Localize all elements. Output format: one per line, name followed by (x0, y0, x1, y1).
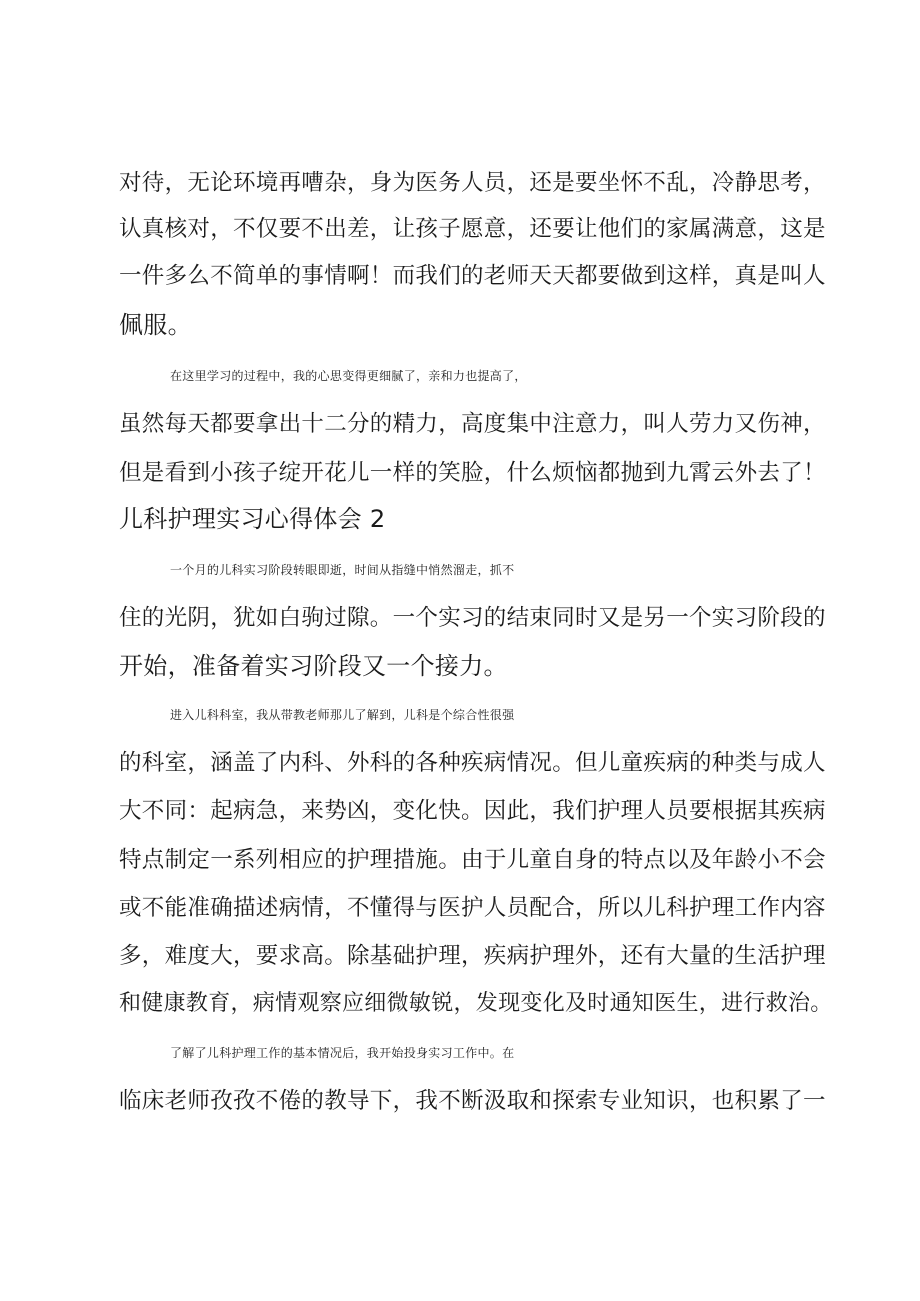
body-text-line: 了解了儿科护理工作的基本情况后，我开始投身实习工作中。在 (170, 1046, 515, 1060)
body-text-line: 开始，准备着实习阶段又一个接力。 (119, 652, 508, 680)
body-text-line: 对待，无论环境再嘈杂，身为医务人员，还是要坐怀不乱，冷静思考， (119, 170, 826, 196)
body-text-line: 或不能准确描述病情，不懂得与医护人员配合，所以儿科护理工作内容 (119, 895, 826, 921)
body-text-line: 大不同：起病急，来势凶，变化快。因此，我们护理人员要根据其疾病 (119, 798, 826, 824)
body-text-line: 的科室，涵盖了内科、外科的各种疾病情况。但儿童疾病的种类与成人 (119, 750, 826, 776)
body-text-line: 在这里学习的过程中，我的心思变得更细腻了，亲和力也提高了， (170, 369, 527, 383)
body-text-line: 虽然每天都要拿出十二分的精力，高度集中注意力，叫人劳力又伤神， (119, 411, 826, 437)
body-text-line: 但是看到小孩子绽开花儿一样的笑脸，什么烦恼都抛到九霄云外去了！ (119, 460, 826, 486)
section-heading: 儿科护理实习心得体会 2 (119, 505, 386, 533)
body-text-line: 认真核对，不仅要不出差，让孩子愿意，还要让他们的家属满意，这是 (119, 216, 826, 242)
body-text-line: 一个月的儿科实习阶段转眼即逝，时间从指缝中悄然溜走，抓不 (170, 563, 515, 577)
body-text-line: 佩服。 (119, 311, 192, 339)
body-text-line: 特点制定一系列相应的护理措施。由于儿童自身的特点以及年龄小不会 (119, 847, 826, 873)
body-text-line: 进入儿科科室，我从带教老师那儿了解到，儿科是个综合性很强 (170, 708, 515, 722)
body-text-line: 多，难度大，要求高。除基础护理，疾病护理外，还有大量的生活护理 (119, 943, 826, 969)
body-text-line: 住的光阴，犹如白驹过隙。一个实习的结束同时又是另一个实习阶段的 (119, 605, 826, 631)
body-text-line: 一件多么不简单的事情啊！而我们的老师天天都要做到这样，真是叫人 (119, 263, 826, 289)
body-text-line: 和健康教育，病情观察应细微敏锐，发现变化及时通知医生，进行救治。 (119, 991, 833, 1016)
body-text-line: 临床老师孜孜不倦的教导下，我不断汲取和探索专业知识，也积累了一 (119, 1088, 826, 1114)
